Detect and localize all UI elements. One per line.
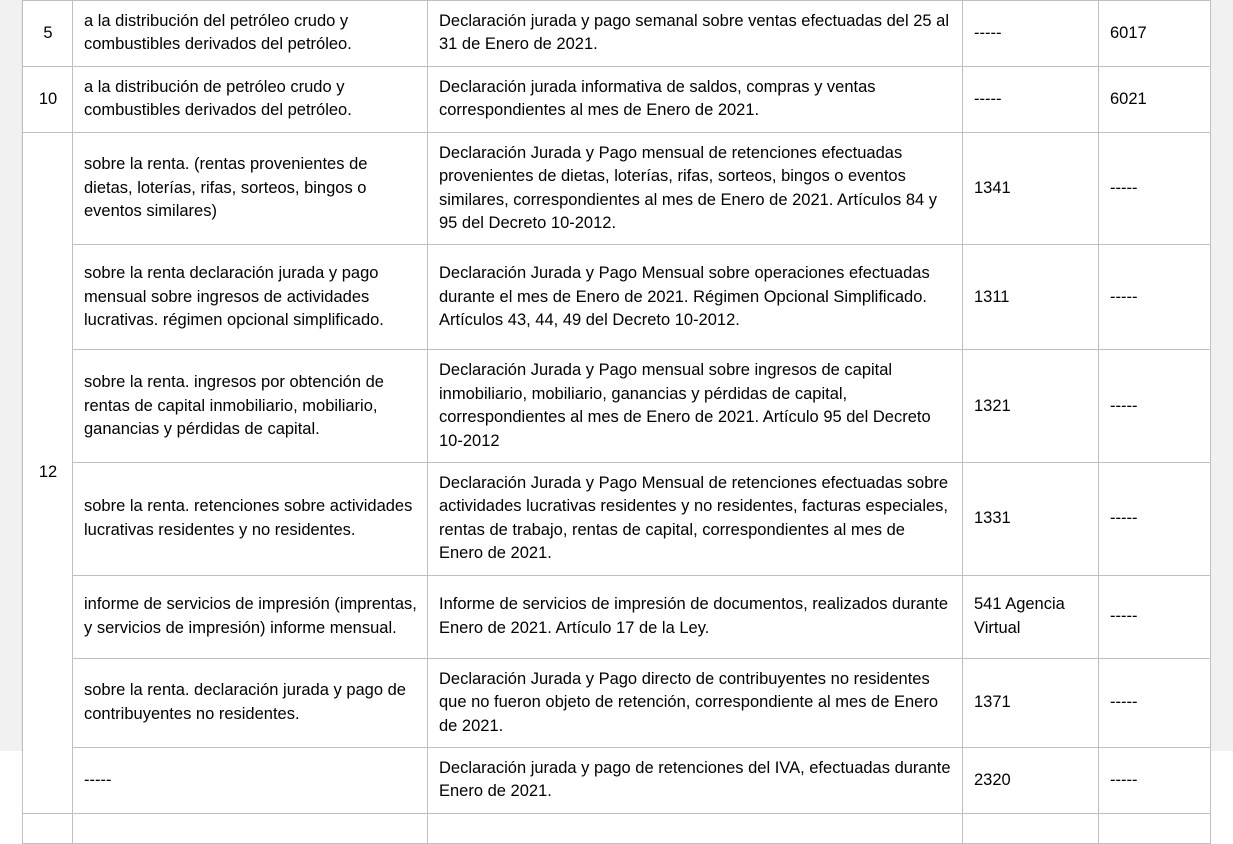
table-row [23, 1, 1211, 67]
month-cell: 12 [23, 132, 73, 813]
form-alt-code-cell: 6021 [1099, 66, 1211, 132]
form-alt-code-cell: ----- [1099, 245, 1211, 350]
description-cell: Declaración Jurada y Pago mensual de retenciones efectuadas provenientes de dietas, loterías, rifas, sorteos, bingos o eventos similares, correspondientes al mes de Enero de 2021. Artículos 84 y 95 del Decreto 10-2012. [428, 132, 963, 245]
form-code-cell: 2320 [963, 748, 1099, 814]
table-row [23, 658, 1211, 747]
table-scroll-container[interactable] [22, 0, 1211, 801]
form-code-cell: 1311 [963, 245, 1099, 350]
table-row [23, 66, 1211, 132]
table-row-partial [23, 813, 1211, 843]
tax-obligations-table [22, 0, 1211, 844]
form-code-cell: ----- [963, 1, 1099, 67]
form-alt-code-cell: ----- [1099, 350, 1211, 463]
obligation-cell: sobre la renta. retenciones sobre actividades lucrativas residentes y no residentes. [73, 463, 428, 576]
form-code-cell: 1331 [963, 463, 1099, 576]
left-scroll-gutter[interactable] [0, 0, 22, 751]
month-cell: 10 [23, 66, 73, 132]
table-row [23, 132, 1211, 245]
table-row [23, 350, 1211, 463]
form-alt-code-cell: ----- [1099, 748, 1211, 814]
description-cell: Declaración Jurada y Pago mensual sobre ingresos de capital inmobiliario, mobiliario, ganancias y pérdidas de capital, correspondientes al mes de Enero de 2021. Artículo 95 del Decreto 10-2012 [428, 350, 963, 463]
table-row [23, 463, 1211, 576]
obligation-cell: informe de servicios de impresión (imprentas, y servicios de impresión) informe mensual. [73, 575, 428, 658]
description-cell: Declaración Jurada y Pago Mensual sobre operaciones efectuadas durante el mes de Enero de 2021. Régimen Opcional Simplificado. Artículos 43, 44, 49 del Decreto 10-2012. [428, 245, 963, 350]
form-alt-code-cell: ----- [1099, 132, 1211, 245]
table-row [23, 245, 1211, 350]
form-alt-code-cell: ----- [1099, 575, 1211, 658]
table-body [23, 1, 1211, 844]
month-cell [23, 813, 73, 843]
description-cell: Declaración Jurada y Pago Mensual de retenciones efectuadas sobre actividades lucrativas residentes y no residentes, facturas especiales, rentas de trabajo, rentas de capital, correspondientes al mes de Enero de 2021. [428, 463, 963, 576]
obligation-cell: sobre la renta. declaración jurada y pago de contribuyentes no residentes. [73, 658, 428, 747]
right-scroll-gutter[interactable] [1211, 0, 1233, 751]
obligation-cell: a la distribución del petróleo crudo y combustibles derivados del petróleo. [73, 1, 428, 67]
table-row [23, 748, 1211, 814]
obligation-cell: ----- [73, 748, 428, 814]
description-cell: Declaración jurada y pago de retenciones del IVA, efectuadas durante Enero de 2021. [428, 748, 963, 814]
form-code-cell: 541 Agencia Virtual [963, 575, 1099, 658]
form-code-cell [963, 813, 1099, 843]
description-cell: Declaración jurada y pago semanal sobre ventas efectuadas del 25 al 31 de Enero de 2021. [428, 1, 963, 67]
form-alt-code-cell: 6017 [1099, 1, 1211, 67]
table-row [23, 575, 1211, 658]
obligation-cell: a la distribución de petróleo crudo y combustibles derivados del petróleo. [73, 66, 428, 132]
obligation-cell: sobre la renta. (rentas provenientes de dietas, loterías, rifas, sorteos, bingos o eventos similares) [73, 132, 428, 245]
form-code-cell: 1321 [963, 350, 1099, 463]
form-alt-code-cell [1099, 813, 1211, 843]
form-code-cell: 1341 [963, 132, 1099, 245]
obligation-cell: sobre la renta declaración jurada y pago mensual sobre ingresos de actividades lucrativas. régimen opcional simplificado. [73, 245, 428, 350]
form-alt-code-cell: ----- [1099, 658, 1211, 747]
form-code-cell: 1371 [963, 658, 1099, 747]
description-cell [428, 813, 963, 843]
obligation-cell [73, 813, 428, 843]
description-cell: Declaración jurada informativa de saldos, compras y ventas correspondientes al mes de Enero de 2021. [428, 66, 963, 132]
month-cell: 5 [23, 1, 73, 67]
obligation-cell: sobre la renta. ingresos por obtención de rentas de capital inmobiliario, mobiliario, ganancias y pérdidas de capital. [73, 350, 428, 463]
description-cell: Informe de servicios de impresión de documentos, realizados durante Enero de 2021. Artículo 17 de la Ley. [428, 575, 963, 658]
form-alt-code-cell: ----- [1099, 463, 1211, 576]
description-cell: Declaración Jurada y Pago directo de contribuyentes no residentes que no fueron objeto de retención, correspondiente al mes de Enero de 2021. [428, 658, 963, 747]
form-code-cell: ----- [963, 66, 1099, 132]
